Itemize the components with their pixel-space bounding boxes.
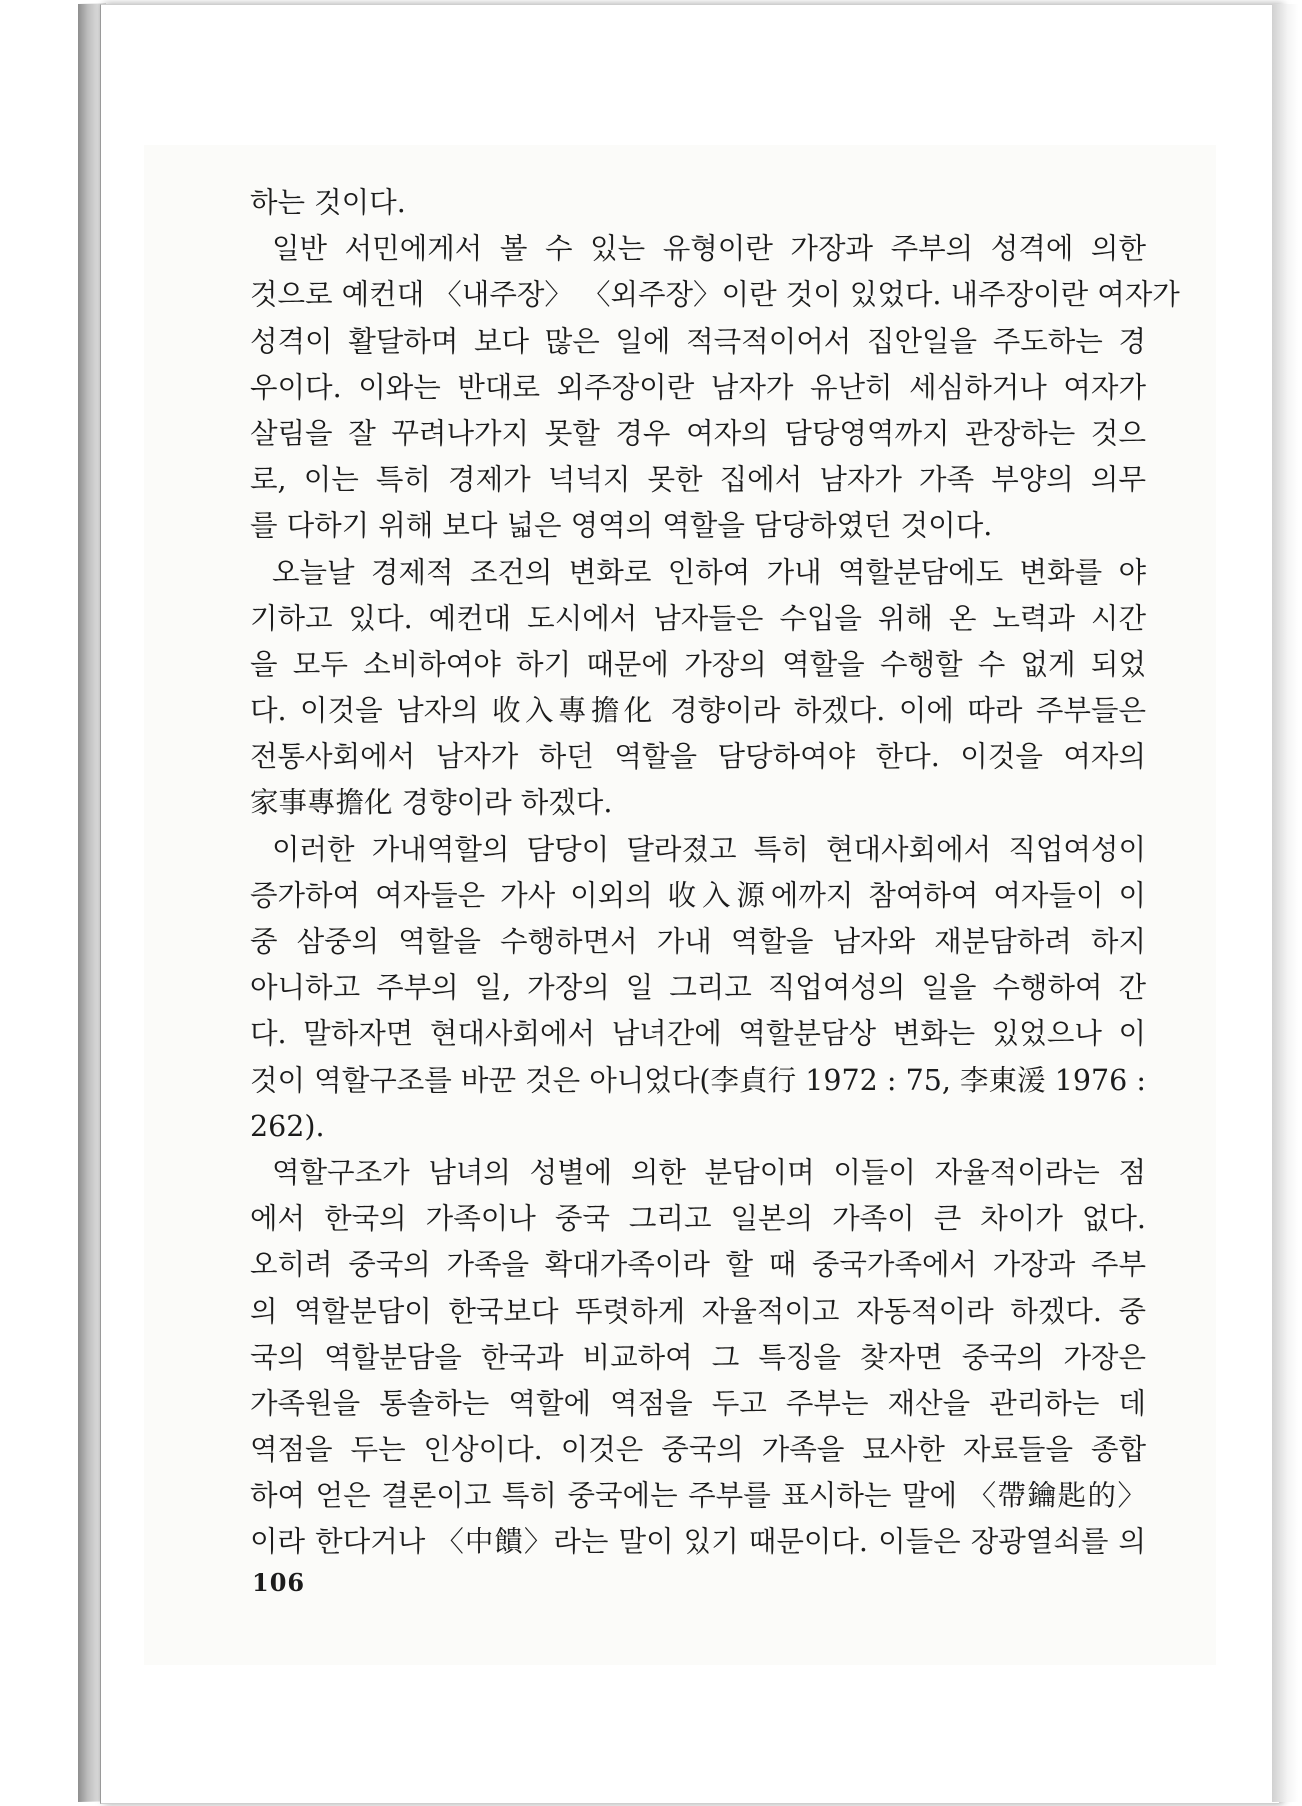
text-line: 로, 이는 특히 경제가 넉넉지 못한 집에서 남자가 가족 부양의 의무 <box>250 463 1146 497</box>
text-line: 일반 서민에게서 볼 수 있는 유형이란 가장과 주부의 성격에 의한 <box>272 232 1146 266</box>
text-line: 오늘날 경제적 조건의 변화로 인하여 가내 역할분담에도 변화를 야 <box>272 555 1146 589</box>
text-line: 를 다하기 위해 보다 넓은 영역의 역할을 담당하였던 것이다. <box>250 509 993 543</box>
text-line: 증가하여 여자들은 가사 이외의 收入源에까지 참여하여 여자들이 이 <box>250 878 1146 912</box>
text-line: 하여 얻은 결론이고 특히 중국에는 주부를 표시하는 말에 〈帶鑰匙的〉 <box>250 1479 1146 1513</box>
text-line: 가족원을 통솔하는 역할에 역점을 두고 주부는 재산을 관리하는 데 <box>250 1386 1146 1420</box>
text-line: 을 모두 소비하여야 하기 때문에 가장의 역할을 수행할 수 없게 되었 <box>250 647 1146 681</box>
text-line: 다. 이것을 남자의 收入專擔化 경향이라 하겠다. 이에 따라 주부들은 <box>250 694 1146 728</box>
text-line: 성격이 활달하며 보다 많은 일에 적극적이어서 집안일을 주도하는 경 <box>250 324 1146 358</box>
text-line: 家事專擔化 경향이라 하겠다. <box>250 786 613 820</box>
text-line: 에서 한국의 가족이나 중국 그리고 일본의 가족이 큰 차이가 없다. <box>250 1202 1146 1236</box>
text-line: 이러한 가내역할의 담당이 달라졌고 특히 현대사회에서 직업여성이 <box>272 832 1146 866</box>
text-line: 이라 한다거나 〈中饋〉라는 말이 있기 때문이다. 이들은 장광열쇠를 의 <box>250 1525 1146 1559</box>
text-line: 의 역할분담이 한국보다 뚜렷하게 자율적이고 자동적이라 하겠다. 중 <box>250 1294 1146 1328</box>
text-line: 전통사회에서 남자가 하던 역할을 담당하여야 한다. 이것을 여자의 <box>250 740 1146 774</box>
text-line: 국의 역할분담을 한국과 비교하여 그 특징을 찾자면 중국의 가장은 <box>250 1340 1146 1374</box>
text-line: 중 삼중의 역할을 수행하면서 가내 역할을 남자와 재분담하려 하지 <box>250 925 1146 958</box>
text-line: 역점을 두는 인상이다. 이것은 중국의 가족을 묘사한 자료들을 종합 <box>250 1433 1146 1467</box>
page-number: 106 <box>252 1568 306 1597</box>
text-line: 262). <box>250 1109 325 1143</box>
text-line: 하는 것이다. <box>250 186 406 219</box>
text-line: 살림을 잘 꾸려나가지 못할 경우 여자의 담당영역까지 관장하는 것으 <box>250 416 1146 450</box>
text-line: 우이다. 이와는 반대로 외주장이란 남자가 유난히 세심하거나 여자가 <box>250 370 1146 404</box>
text-line: 역할구조가 남녀의 성별에 의한 분담이며 이들이 자율적이라는 점 <box>272 1155 1146 1189</box>
body-text <box>250 180 1180 1566</box>
page-curl-shadow <box>1272 4 1298 1802</box>
text-line: 오히려 중국의 가족을 확대가족이라 할 때 중국가족에서 가장과 주부 <box>250 1248 1146 1282</box>
text-line: 기하고 있다. 예컨대 도시에서 남자들은 수입을 위해 온 노력과 시간 <box>250 601 1146 635</box>
text-line: 다. 말하자면 현대사회에서 남녀간에 역할분담상 변화는 있었으나 이 <box>250 1017 1146 1051</box>
text-line: 것이 역할구조를 바꾼 것은 아니었다(李貞行 1972 : 75, 李東湲 1976 : <box>250 1063 1146 1097</box>
text-line: 것으로 예컨대 〈내주장〉 〈외주장〉이란 것이 있었다. 내주장이란 여자가 <box>250 278 1180 312</box>
text-line: 아니하고 주부의 일, 가장의 일 그리고 직업여성의 일을 수행하여 간 <box>250 971 1146 1005</box>
